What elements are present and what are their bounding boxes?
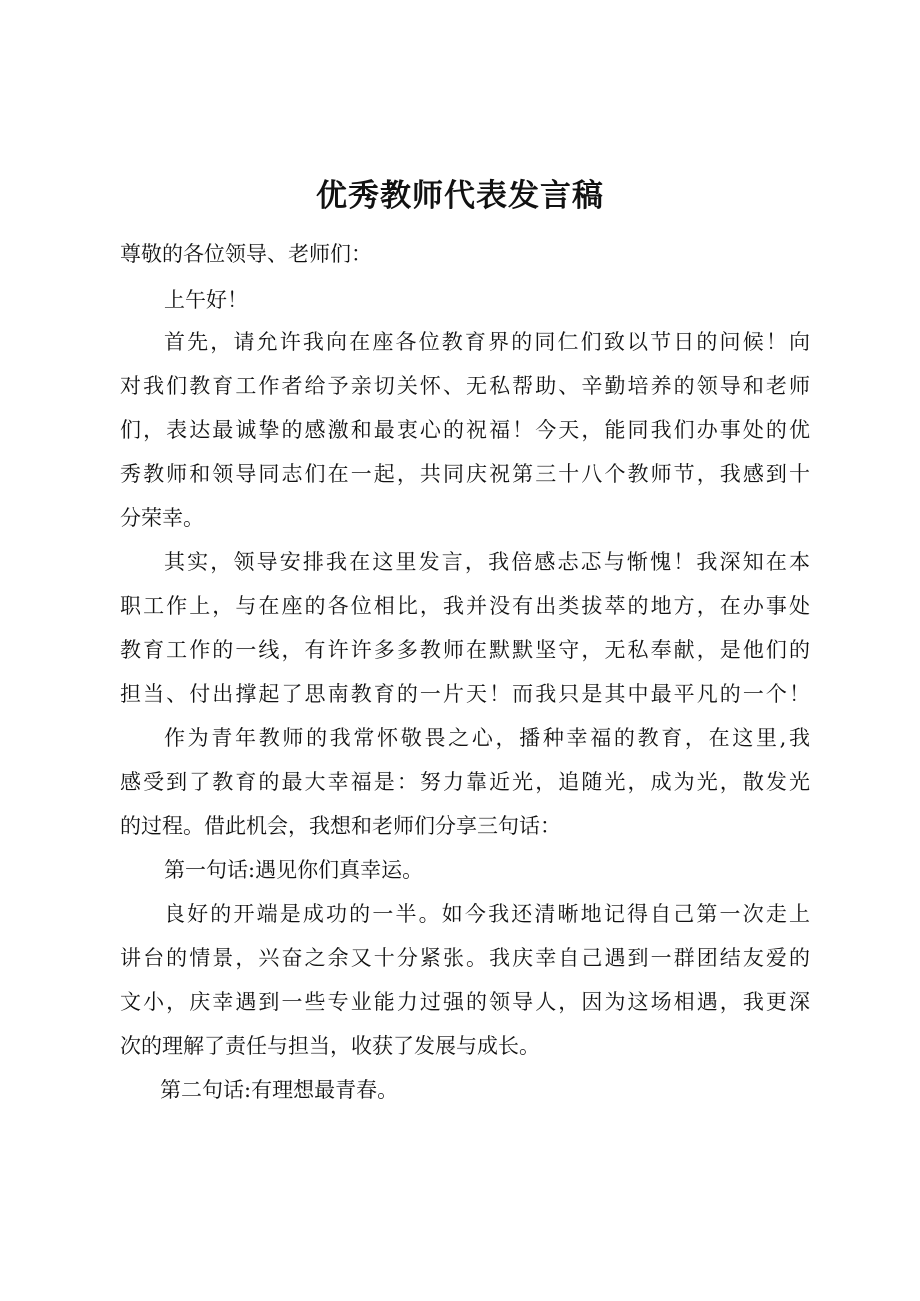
- paragraph-line: 感受到了教育的最大幸福是：努力靠近光，追随光，成为光，散发光: [120, 770, 810, 794]
- paragraph-line: 次的理解了责任与担当，收获了发展与成长。: [120, 1034, 540, 1058]
- greeting: 上午好！: [164, 288, 248, 312]
- paragraph-line: 的过程。借此机会，我想和老师们分享三句话：: [120, 814, 561, 838]
- paragraph-line: 首先，请允许我向在座各位教育界的同仁们致以节日的问候！向: [164, 330, 810, 354]
- paragraph-line: 职工作上，与在座的各位相比，我并没有出类拔萃的地方，在办事处: [120, 594, 810, 618]
- paragraph-line: 对我们教育工作者给予亲切关怀、无私帮助、辛勤培养的领导和老师: [120, 374, 810, 398]
- document-title: 优秀教师代表发言稿: [316, 178, 604, 214]
- paragraph-line: 其实，领导安排我在这里发言，我倍感忐忑与惭愧！我深知在本: [164, 550, 810, 574]
- paragraph-line: 文小，庆幸遇到一些专业能力过强的领导人，因为这场相遇，我更深: [120, 990, 810, 1014]
- paragraph-line: 担当、付出撑起了思南教育的一片天！而我只是其中最平凡的一个！: [120, 682, 810, 706]
- section-heading-first: 第一句话:遇见你们真幸运。: [164, 858, 424, 882]
- paragraph-line: 分荣幸。: [120, 506, 204, 530]
- paragraph-line: 良好的开端是成功的一半。如今我还清晰地记得自己第一次走上: [164, 902, 810, 926]
- paragraph-line: 秀教师和领导同志们在一起，共同庆祝第三十八个教师节，我感到十: [120, 462, 810, 486]
- paragraph-line: 作为青年教师的我常怀敬畏之心，播种幸福的教育，在这里,我: [164, 726, 810, 750]
- paragraph-line: 教育工作的一线，有许许多多教师在默默坚守，无私奉献，是他们的: [120, 638, 810, 662]
- salutation: 尊敬的各位领导、老师们：: [120, 242, 372, 266]
- section-heading-second: 第二句话:有理想最青春。: [160, 1078, 399, 1102]
- paragraph-line: 讲台的情景，兴奋之余又十分紧张。我庆幸自己遇到一群团结友爱的: [120, 946, 810, 970]
- paragraph-line: 们，表达最诚挚的感激和最衷心的祝福！今天，能同我们办事处的优: [120, 418, 810, 442]
